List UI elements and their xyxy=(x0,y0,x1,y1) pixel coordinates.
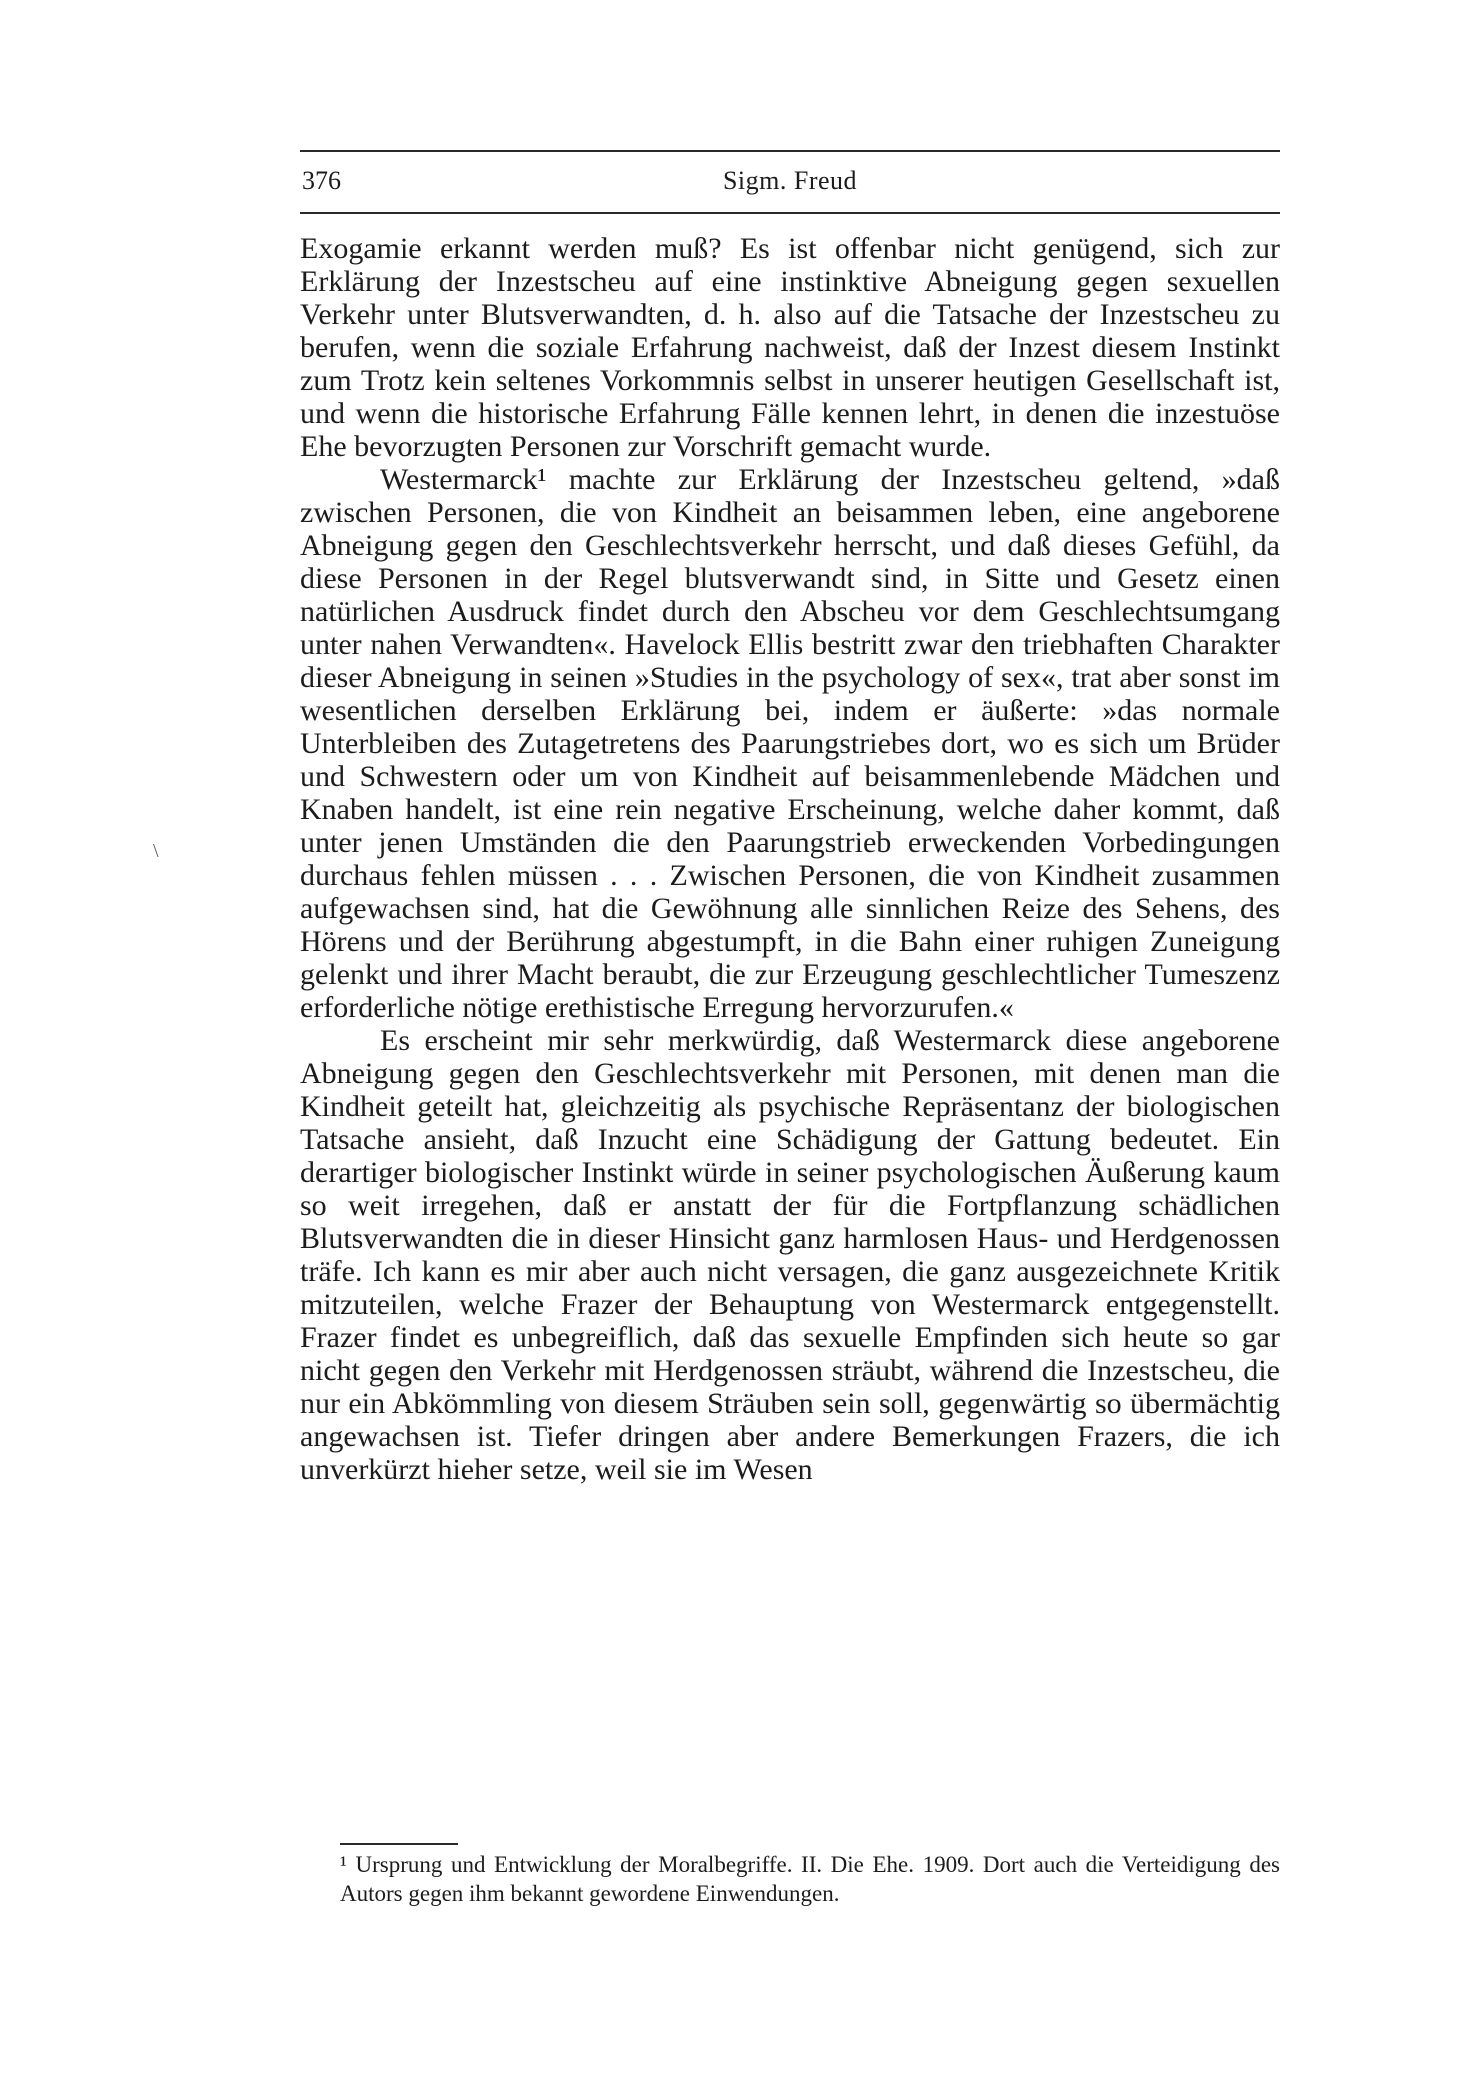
page-header xyxy=(300,150,1280,214)
margin-mark: \ xyxy=(153,840,159,862)
body-text xyxy=(300,232,1280,1486)
paragraph-3: Es erscheint mir sehr merkwürdig, daß Westermarck diese angeborene Abneigung gegen den Geschlechtsverkehr mit Personen, mit denen man die Kindheit geteilt hat, gleichzeitig als psychische Repräsentanz der biologischen Tatsache ansieht, daß Inzucht eine Schädigung der Gattung bedeutet. Ein derartiger biologischer Instinkt würde in seiner psychologischen Äußerung kaum so weit irregehen, daß er anstatt der für die Fortpflanzung schädlichen Blutsverwandten die in dieser Hinsicht ganz harmlosen Haus- und Herdgenossen träfe. Ich kann es mir aber auch nicht versagen, die ganz ausgezeichnete Kritik mitzuteilen, welche Frazer der Behauptung von Westermarck entgegenstellt. Frazer findet es unbegreiflich, daß das sexuelle Empfinden sich heute so gar nicht gegen den Verkehr mit Herdgenossen sträubt, während die Inzestscheu, die nur ein Abkömmling von diesem Sträuben sein soll, gegenwärtig so übermächtig angewachsen ist. Tiefer dringen aber andere Bemerkungen Frazers, die ich unverkürzt hieher setze, weil sie im Wesen xyxy=(300,1024,1280,1486)
footnote-rule xyxy=(340,1843,458,1845)
running-head: Sigm. Freud xyxy=(722,166,858,195)
footnote: ¹ Ursprung und Entwicklung der Moralbegriffe. II. Die Ehe. 1909. Dort auch die Verteidigung des Autors gegen ihm bekannt gewordene Einwendungen. xyxy=(340,1852,1280,1906)
page-number: 376 xyxy=(302,166,341,195)
paragraph-1: Exogamie erkannt werden muß? Es ist offenbar nicht genügend, sich zur Erklärung der Inzestscheu auf eine instinktive Abneigung gegen sexuellen Verkehr unter Blutsverwandten, d. h. also auf die Tatsache der Inzestscheu zu berufen, wenn die soziale Erfahrung nachweist, daß der Inzest diesem Instinkt zum Trotz kein seltenes Vorkommnis selbst in unserer heutigen Gesellschaft ist, und wenn die historische Erfahrung Fälle kennen lehrt, in denen die inzestuöse Ehe bevorzugten Personen zur Vorschrift gemacht wurde. xyxy=(300,232,1280,463)
paragraph-2: Westermarck¹ machte zur Erklärung der Inzestscheu geltend, »daß zwischen Personen, die von Kindheit an beisammen leben, eine angeborene Abneigung gegen den Geschlechtsverkehr herrscht, und daß dieses Gefühl, da diese Personen in der Regel blutsverwandt sind, in Sitte und Gesetz einen natürlichen Ausdruck findet durch den Abscheu vor dem Geschlechtsumgang unter nahen Verwandten«. Havelock Ellis bestritt zwar den triebhaften Charakter dieser Abneigung in seinen »Studies in the psychology of sex«, trat aber sonst im wesentlichen derselben Erklärung bei, indem er äußerte: »das normale Unterbleiben des Zutagetretens des Paarungstriebes dort, wo es sich um Brüder und Schwestern oder um von Kindheit auf beisammenlebende Mädchen und Knaben handelt, ist eine rein negative Erscheinung, welche daher kommt, daß unter jenen Umständen die den Paarungstrieb erweckenden Vorbedingungen durchaus fehlen müssen . . . Zwischen Personen, die von Kindheit zusammen aufgewachsen sind, hat die Gewöhnung alle sinnlichen Reize des Sehens, des Hörens und der Berührung abgestumpft, in die Bahn einer ruhigen Zuneigung gelenkt und ihrer Macht beraubt, die zur Erzeugung geschlechtlicher Tumeszenz erforderliche nötige erethistische Erregung hervorzurufen.« xyxy=(300,463,1280,1024)
